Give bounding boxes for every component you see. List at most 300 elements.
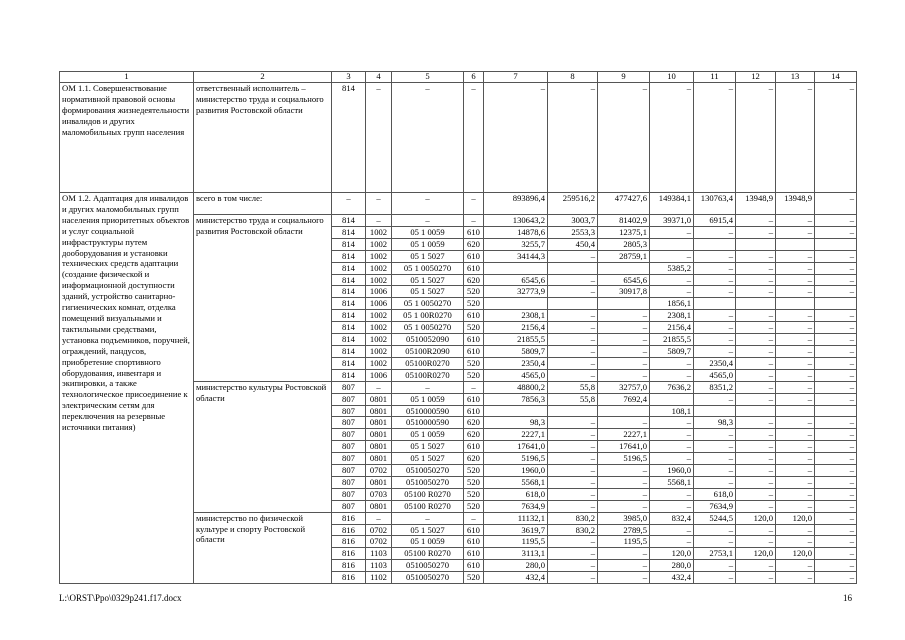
cell-col-6: 520	[464, 298, 484, 310]
cell-col-14	[815, 238, 857, 250]
cell-col-10: –	[650, 286, 694, 298]
cell-col-11: –	[694, 286, 736, 298]
cell-col-8: –	[548, 560, 598, 572]
cell-col-10: 149384,1	[650, 193, 694, 215]
cell-col-7: 34144,3	[484, 250, 548, 262]
header-col-8: 8	[548, 72, 598, 83]
cell-col-7: 48800,2	[484, 381, 548, 393]
cell-col-11	[694, 405, 736, 417]
cell-col-4: 0801	[366, 500, 392, 512]
cell-col-5: 05 1 0059	[392, 393, 464, 405]
cell-col-6: 520	[464, 476, 484, 488]
cell-col-10: 21855,5	[650, 334, 694, 346]
cell-col-11: –	[694, 226, 736, 238]
cell-col-3: 814	[332, 226, 366, 238]
cell-col-11: –	[694, 441, 736, 453]
cell-col-14: –	[815, 393, 857, 405]
cell-col-7: 98,3	[484, 417, 548, 429]
cell-col-12: –	[736, 524, 776, 536]
cell-col-9: –	[598, 488, 650, 500]
cell-col-13: –	[776, 345, 815, 357]
cell-col-8: –	[548, 345, 598, 357]
cell-col-9	[598, 298, 650, 310]
cell-col-3: 814	[332, 369, 366, 381]
cell-col-11: 2350,4	[694, 357, 736, 369]
cell-col-12: –	[736, 322, 776, 334]
cell-col-8: –	[548, 322, 598, 334]
cell-col-5: 05 1 0050270	[392, 262, 464, 274]
cell-col-4: 1102	[366, 572, 392, 584]
cell-col-6: –	[464, 83, 484, 193]
cell-col-4: 1103	[366, 548, 392, 560]
cell-col-12: 13948,9	[736, 193, 776, 215]
cell-col-13	[776, 238, 815, 250]
cell-col-10: –	[650, 536, 694, 548]
cell-col-13: –	[776, 250, 815, 262]
cell-col-7: 5196,5	[484, 453, 548, 465]
cell-col-13: –	[776, 488, 815, 500]
cell-col-12: –	[736, 417, 776, 429]
cell-col-13	[776, 298, 815, 310]
cell-col-11: 98,3	[694, 417, 736, 429]
cell-col-14: –	[815, 215, 857, 227]
cell-col-9: –	[598, 83, 650, 193]
cell-col-12: –	[736, 286, 776, 298]
cell-col-4: –	[366, 215, 392, 227]
cell-col-11: 7634,9	[694, 500, 736, 512]
cell-col-10: 5385,2	[650, 262, 694, 274]
cell-col-8: –	[548, 334, 598, 346]
cell-col-7: 21855,5	[484, 334, 548, 346]
cell-col-12: –	[736, 441, 776, 453]
cell-col-9: –	[598, 369, 650, 381]
budget-table	[59, 71, 857, 584]
cell-col-14: –	[815, 226, 857, 238]
om12-total-row	[60, 193, 857, 215]
cell-col-4: 0801	[366, 417, 392, 429]
cell-col-11: 6915,4	[694, 215, 736, 227]
cell-col-9: –	[598, 465, 650, 477]
om11-executor: ответственный исполнитель – министерство труда и социального развития Ростовской области	[194, 83, 332, 193]
cell-col-14: –	[815, 441, 857, 453]
cell-col-8: –	[548, 488, 598, 500]
cell-col-5: 0510052090	[392, 334, 464, 346]
cell-col-9: 2227,1	[598, 429, 650, 441]
cell-col-6: 520	[464, 488, 484, 500]
cell-col-9: –	[598, 310, 650, 322]
cell-col-9: 7692,4	[598, 393, 650, 405]
header-col-7: 7	[484, 72, 548, 83]
cell-col-12	[736, 298, 776, 310]
cell-col-8: 259516,2	[548, 193, 598, 215]
cell-col-6: 620	[464, 429, 484, 441]
cell-col-7: 130643,2	[484, 215, 548, 227]
cell-col-4: 1002	[366, 322, 392, 334]
cell-col-7: 3113,1	[484, 548, 548, 560]
cell-col-9: –	[598, 548, 650, 560]
cell-col-11: –	[694, 334, 736, 346]
cell-col-12: –	[736, 226, 776, 238]
cell-col-8	[548, 405, 598, 417]
cell-col-7: –	[484, 83, 548, 193]
cell-col-5: 0510050270	[392, 560, 464, 572]
cell-col-10: 120,0	[650, 548, 694, 560]
cell-col-7: 280,0	[484, 560, 548, 572]
cell-col-6: 520	[464, 369, 484, 381]
cell-col-11: 4565,0	[694, 369, 736, 381]
cell-col-9: –	[598, 572, 650, 584]
header-col-3: 3	[332, 72, 366, 83]
cell-col-3: 814	[332, 334, 366, 346]
cell-col-3: 816	[332, 560, 366, 572]
cell-col-8: 830,2	[548, 524, 598, 536]
cell-col-14: –	[815, 500, 857, 512]
cell-col-7: 32773,9	[484, 286, 548, 298]
cell-col-7: 3619,7	[484, 524, 548, 536]
cell-col-11	[694, 298, 736, 310]
cell-col-4: 1006	[366, 369, 392, 381]
cell-col-6: 610	[464, 250, 484, 262]
cell-col-3: 807	[332, 488, 366, 500]
cell-col-10: 1960,0	[650, 465, 694, 477]
cell-col-3: 814	[332, 238, 366, 250]
cell-col-13: –	[776, 357, 815, 369]
cell-col-3: 814	[332, 322, 366, 334]
cell-col-6: 610	[464, 310, 484, 322]
cell-col-11: –	[694, 465, 736, 477]
cell-col-3: 816	[332, 536, 366, 548]
cell-col-11: 130763,4	[694, 193, 736, 215]
cell-col-4: –	[366, 83, 392, 193]
cell-col-8: –	[548, 274, 598, 286]
cell-col-8: –	[548, 476, 598, 488]
cell-col-12: –	[736, 250, 776, 262]
cell-col-9: 3985,0	[598, 512, 650, 524]
cell-col-13: –	[776, 334, 815, 346]
cell-col-4: 0801	[366, 429, 392, 441]
cell-col-10: –	[650, 357, 694, 369]
cell-col-7: 17641,0	[484, 441, 548, 453]
cell-col-12	[736, 238, 776, 250]
cell-col-9: 2789,5	[598, 524, 650, 536]
cell-col-9: 28759,1	[598, 250, 650, 262]
cell-col-5: 05 1 5027	[392, 286, 464, 298]
cell-col-12: –	[736, 429, 776, 441]
cell-col-14: –	[815, 488, 857, 500]
cell-col-3: 814	[332, 310, 366, 322]
footer-page-number: 16	[843, 593, 852, 603]
cell-col-7: 3255,7	[484, 238, 548, 250]
cell-col-12: –	[736, 262, 776, 274]
cell-col-11: –	[694, 262, 736, 274]
cell-col-12: –	[736, 310, 776, 322]
cell-col-4: –	[366, 381, 392, 393]
cell-col-10: –	[650, 274, 694, 286]
cell-col-5: 05 1 00R0270	[392, 310, 464, 322]
cell-col-3: 807	[332, 465, 366, 477]
cell-col-6: 610	[464, 262, 484, 274]
cell-col-7: 1960,0	[484, 465, 548, 477]
cell-col-10: 108,1	[650, 405, 694, 417]
cell-col-13: –	[776, 381, 815, 393]
cell-col-12: –	[736, 334, 776, 346]
cell-col-8: –	[548, 465, 598, 477]
cell-col-6: 610	[464, 441, 484, 453]
cell-col-8: 55,8	[548, 393, 598, 405]
header-col-11: 11	[694, 72, 736, 83]
cell-col-4: –	[366, 193, 392, 215]
cell-col-13: –	[776, 572, 815, 584]
cell-col-12: 120,0	[736, 512, 776, 524]
cell-col-4: 1006	[366, 286, 392, 298]
cell-col-12: –	[736, 465, 776, 477]
cell-col-13: –	[776, 536, 815, 548]
header-col-6: 6	[464, 72, 484, 83]
cell-col-4: 0702	[366, 536, 392, 548]
cell-col-7: 7634,9	[484, 500, 548, 512]
cell-col-9: –	[598, 560, 650, 572]
cell-col-8: –	[548, 83, 598, 193]
cell-col-14: –	[815, 429, 857, 441]
cell-col-13: –	[776, 286, 815, 298]
cell-col-8: –	[548, 441, 598, 453]
cell-col-5: 0510050270	[392, 476, 464, 488]
cell-col-8: –	[548, 453, 598, 465]
cell-col-14: –	[815, 476, 857, 488]
cell-col-10: –	[650, 429, 694, 441]
cell-col-6: 620	[464, 274, 484, 286]
cell-col-3: 807	[332, 441, 366, 453]
cell-col-5: –	[392, 83, 464, 193]
cell-col-3: –	[332, 193, 366, 215]
cell-col-7: 618,0	[484, 488, 548, 500]
cell-col-13: –	[776, 453, 815, 465]
cell-col-9: –	[598, 345, 650, 357]
cell-col-3: 814	[332, 262, 366, 274]
cell-col-5: 05 1 5027	[392, 524, 464, 536]
cell-col-4: 0702	[366, 524, 392, 536]
cell-col-13: –	[776, 465, 815, 477]
cell-col-5: –	[392, 381, 464, 393]
cell-col-10: 432,4	[650, 572, 694, 584]
cell-col-12: –	[736, 381, 776, 393]
cell-col-8: 450,4	[548, 238, 598, 250]
cell-col-13: –	[776, 560, 815, 572]
cell-col-11: –	[694, 310, 736, 322]
cell-col-5: –	[392, 512, 464, 524]
cell-col-6: 520	[464, 500, 484, 512]
cell-col-12: –	[736, 453, 776, 465]
cell-col-5: 05 1 5027	[392, 274, 464, 286]
cell-col-14: –	[815, 250, 857, 262]
cell-col-6: –	[464, 381, 484, 393]
cell-col-6: 610	[464, 405, 484, 417]
cell-col-5: 05 1 0050270	[392, 322, 464, 334]
cell-col-14: –	[815, 560, 857, 572]
cell-col-13: –	[776, 226, 815, 238]
cell-col-10: –	[650, 83, 694, 193]
cell-col-8: –	[548, 500, 598, 512]
cell-col-12: –	[736, 488, 776, 500]
cell-col-6: –	[464, 193, 484, 215]
cell-col-8: –	[548, 310, 598, 322]
cell-col-4: 1002	[366, 262, 392, 274]
cell-col-6: 610	[464, 560, 484, 572]
cell-col-7: 2156,4	[484, 322, 548, 334]
cell-col-5: 05 1 0059	[392, 429, 464, 441]
cell-col-4: 1002	[366, 310, 392, 322]
cell-col-11	[694, 238, 736, 250]
cell-col-3: 814	[332, 357, 366, 369]
header-col-14: 14	[815, 72, 857, 83]
cell-col-4: 1103	[366, 560, 392, 572]
cell-col-7: 7856,3	[484, 393, 548, 405]
cell-col-14: –	[815, 512, 857, 524]
cell-col-6: 610	[464, 334, 484, 346]
cell-col-13: –	[776, 429, 815, 441]
cell-col-9	[598, 262, 650, 274]
cell-col-5: 05 1 5027	[392, 441, 464, 453]
cell-col-14: –	[815, 465, 857, 477]
cell-col-7: 432,4	[484, 572, 548, 584]
cell-col-3: 807	[332, 476, 366, 488]
cell-col-11: –	[694, 476, 736, 488]
cell-col-4: 0703	[366, 488, 392, 500]
cell-col-9: 5196,5	[598, 453, 650, 465]
cell-col-13: –	[776, 524, 815, 536]
cell-col-6: 520	[464, 465, 484, 477]
cell-col-7	[484, 262, 548, 274]
cell-col-9: 6545,6	[598, 274, 650, 286]
header-col-10: 10	[650, 72, 694, 83]
header-col-1: 1	[60, 72, 194, 83]
cell-col-4: 1002	[366, 226, 392, 238]
cell-col-11: –	[694, 274, 736, 286]
cell-col-11: –	[694, 345, 736, 357]
cell-col-8: –	[548, 369, 598, 381]
cell-col-13: –	[776, 274, 815, 286]
cell-col-14: –	[815, 310, 857, 322]
cell-col-13: 120,0	[776, 548, 815, 560]
cell-col-12: –	[736, 572, 776, 584]
cell-col-7: 6545,6	[484, 274, 548, 286]
cell-col-5: 05 1 0059	[392, 226, 464, 238]
cell-col-11: –	[694, 393, 736, 405]
cell-col-4: 0801	[366, 453, 392, 465]
cell-col-5: 0510000590	[392, 405, 464, 417]
cell-col-13: –	[776, 441, 815, 453]
cell-col-10: 280,0	[650, 560, 694, 572]
cell-col-12: 120,0	[736, 548, 776, 560]
cell-col-7: 5568,1	[484, 476, 548, 488]
cell-col-8: 3003,7	[548, 215, 598, 227]
cell-col-11: 2753,1	[694, 548, 736, 560]
cell-col-3: 816	[332, 548, 366, 560]
cell-col-8: –	[548, 536, 598, 548]
cell-col-4: 0801	[366, 405, 392, 417]
cell-col-12: –	[736, 345, 776, 357]
cell-col-9: –	[598, 476, 650, 488]
cell-col-10: 1856,1	[650, 298, 694, 310]
cell-col-5: 05100R2090	[392, 345, 464, 357]
cell-col-10: 2308,1	[650, 310, 694, 322]
cell-col-14	[815, 405, 857, 417]
cell-col-14: –	[815, 274, 857, 286]
cell-col-5: 0510000590	[392, 417, 464, 429]
cell-col-10	[650, 393, 694, 405]
cell-col-4: 0801	[366, 441, 392, 453]
cell-col-3: 816	[332, 572, 366, 584]
cell-col-10: –	[650, 488, 694, 500]
cell-col-12: –	[736, 274, 776, 286]
cell-col-9: 1195,5	[598, 536, 650, 548]
cell-col-14: –	[815, 572, 857, 584]
cell-col-9: –	[598, 322, 650, 334]
cell-col-6: 610	[464, 548, 484, 560]
cell-col-7: 2308,1	[484, 310, 548, 322]
cell-col-5: –	[392, 193, 464, 215]
cell-col-3: 814	[332, 345, 366, 357]
cell-col-11: 618,0	[694, 488, 736, 500]
cell-col-13: –	[776, 262, 815, 274]
cell-col-9: 2805,3	[598, 238, 650, 250]
cell-col-12: –	[736, 500, 776, 512]
cell-col-5: 0510050270	[392, 465, 464, 477]
cell-col-14: –	[815, 322, 857, 334]
cell-col-3: 814	[332, 274, 366, 286]
cell-col-14: –	[815, 286, 857, 298]
cell-col-6: 520	[464, 572, 484, 584]
cell-col-3: 814	[332, 298, 366, 310]
cell-col-11: –	[694, 322, 736, 334]
cell-col-9: 81402,9	[598, 215, 650, 227]
cell-col-3: 807	[332, 453, 366, 465]
cell-col-13: –	[776, 369, 815, 381]
cell-col-11: –	[694, 524, 736, 536]
cell-col-5: 05100 R0270	[392, 548, 464, 560]
cell-col-12: –	[736, 536, 776, 548]
cell-col-9: 12375,1	[598, 226, 650, 238]
cell-col-14	[815, 298, 857, 310]
cell-col-9: 477427,6	[598, 193, 650, 215]
cell-col-5: 05 1 0050270	[392, 298, 464, 310]
cell-col-14: –	[815, 548, 857, 560]
cell-col-12: –	[736, 357, 776, 369]
cell-col-5: 05100 R0270	[392, 500, 464, 512]
cell-col-6: –	[464, 512, 484, 524]
cell-col-8: –	[548, 417, 598, 429]
cell-col-9: –	[598, 357, 650, 369]
cell-col-9: 30917,8	[598, 286, 650, 298]
cell-col-3: 814	[332, 83, 366, 193]
cell-col-13: –	[776, 476, 815, 488]
cell-col-14: –	[815, 381, 857, 393]
cell-col-5: 05 1 0059	[392, 536, 464, 548]
cell-col-13: –	[776, 322, 815, 334]
cell-col-13: –	[776, 310, 815, 322]
cell-col-5: –	[392, 215, 464, 227]
executor-cell: министерство труда и социального развития Ростовской области	[194, 215, 332, 382]
cell-col-13: 120,0	[776, 512, 815, 524]
cell-col-6: –	[464, 215, 484, 227]
cell-col-9	[598, 405, 650, 417]
cell-col-7	[484, 298, 548, 310]
cell-col-3: 807	[332, 381, 366, 393]
cell-col-8: –	[548, 429, 598, 441]
cell-col-3: 807	[332, 417, 366, 429]
cell-col-4: 1002	[366, 345, 392, 357]
cell-col-5: 05 1 0059	[392, 238, 464, 250]
